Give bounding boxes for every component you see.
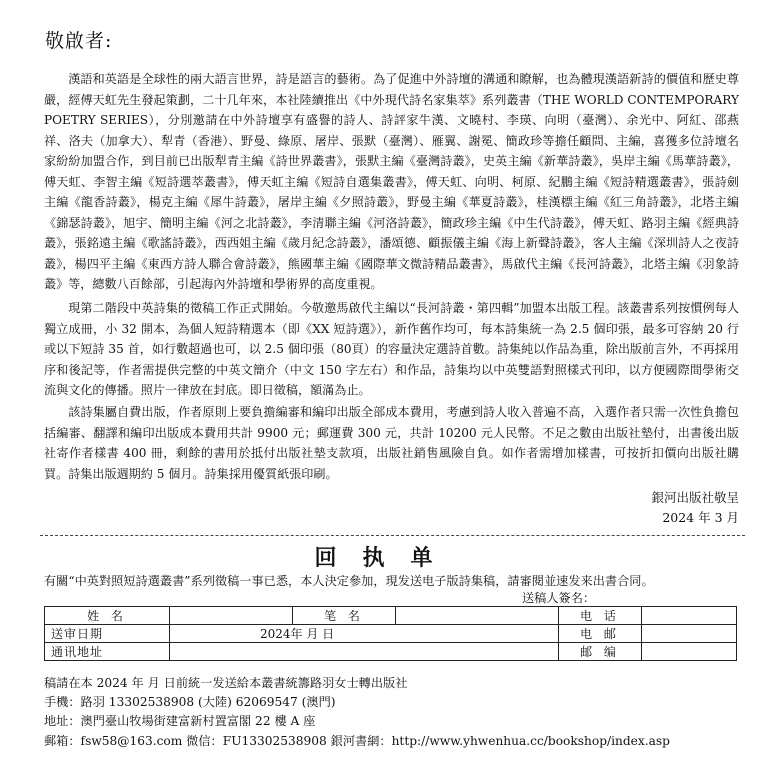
email-field[interactable] (642, 625, 737, 643)
receipt-title: 回执单 (314, 545, 459, 571)
signature-block (651, 488, 739, 528)
publisher-signature: 銀河出版社敬呈 (651, 490, 739, 505)
contact-footer (44, 674, 670, 751)
greeting: 敬啟者: (45, 30, 113, 52)
postcode-field[interactable] (642, 643, 737, 661)
postcode-label: 邮 编 (559, 643, 642, 661)
postal-address: 地址：澳門臺山牧場街建富新村置富閣 22 樓 A 座 (44, 714, 316, 729)
receipt-notice: 有關“中英對照短詩選叢書”系列徵稿一事已悉，本人決定參加，現发送电子版詩集稿，請審閱並速发来出書合同。 (44, 574, 654, 588)
paragraph-costs: 該詩集屬自費出版，作者原則上要負擔編審和編印出版全部成本費用，考慮到詩人收入普遍不高，入選作者只需一次性負擔包括編審、翻譯和編印出版成本費用共計 9900 元；郵運費 300 元，共計 10200 元人民幣。不足之數由出版社墊付，出書後出版社寄作者樣書 400 冊，剩餘的書用於抵付出版社墊支款項，出版社銷售風險自負。如作者需增加樣書，可按折扣價向出版社購買。詩集出版週期約 5 個月。詩集採用優質紙張印刷。 (44, 405, 739, 481)
form-row (45, 607, 737, 625)
date-field[interactable]: 2024年 月 日 (170, 625, 559, 643)
email-wechat-website: 郵箱：fsw58@163.com 微信：FU13302538908 銀河書網：http://www.yhwenhua.cc/bookshop/index.asp (44, 733, 670, 748)
penname-field[interactable] (396, 607, 559, 625)
name-label: 姓 名 (45, 607, 170, 625)
email-label: 电 邮 (559, 625, 642, 643)
phone-contact: 手機：路羽 13302538908 (大陸) 62069547 (澳門) (44, 695, 336, 710)
receipt-form (44, 606, 737, 661)
address-label: 通讯地址 (45, 643, 170, 661)
penname-label: 笔 名 (293, 607, 396, 625)
sender-signature-label: 送稿人簽名： (522, 591, 596, 605)
paragraph-history: 漢語和英語是全球性的兩大語言世界，詩是語言的藝術。為了促進中外詩壇的溝通和瞭解，也為體現漢語新詩的價值和歷史尊嚴，經傅天虹先生發起策劃，二十几年來，本社陸續推出《中外現代詩名家集萃》系列叢書（THE WORLD CONTEMPORARY POETRY SERIES），分別邀請在中外詩壇享有盛譽的詩人、詩評家牛漢、文曉村、李瑛、向明（臺灣）、余光中、阿紅、邵燕祥、洛夫（加拿大）、犁青（香港）、野曼、綠原、屠岸、張默（臺灣）、雁翼、謝冕、簡政珍等擔任顧問、主編，喜獲多位詩壇名家紛紛加盟合作，到目前已出版犁青主編《詩世界叢書》，張默主編《臺灣詩叢》，史英主編《新華詩叢》，吳岸主編《馬華詩叢》，傅天虹、李智主編《短詩選萃叢書》，傅天虹主編《短詩自選集叢書》，傅天虹、向明、柯原、紀鵬主編《短詩精選叢書》，張詩劍主編《龍香詩叢》，楊克主編《犀牛詩叢》，屠岸主編《夕照詩叢》，野曼主編《華夏詩叢》，桂漢標主編《紅三角詩叢》，北塔主編《錦瑟詩叢》，旭宇、簡明主編《河之北詩叢》，李清聯主編《河洛詩叢》，簡政珍主編《中生代詩叢》，傅天虹、路羽主編《經典詩叢》，張銘遠主編《歌謠詩叢》，西西姐主編《歲月紀念詩叢》，潘頌德、顧振儀主編《海上新聲詩叢》，客人主編《深圳詩人之夜詩叢》，楊四平主編《東西方詩人聯合會詩叢》，熊國華主編《國際華文微詩精品叢書》，馬啟代主編《長河詩叢》，北塔主編《羽象詩叢》等，總數八百餘部，引起海內外詩壇和學術界的高度重視。 (44, 72, 739, 291)
letter-date: 2024 年 3 月 (662, 510, 739, 525)
form-row (45, 643, 737, 661)
address-field[interactable] (170, 643, 559, 661)
phone-label: 电 话 (559, 607, 642, 625)
phone-field[interactable] (642, 607, 737, 625)
date-label: 送审日期 (45, 625, 170, 643)
submission-deadline: 稿請在本 2024 年 月 日前統一发送給本叢書統籌路羽女士轉出版社 (44, 676, 408, 690)
name-field[interactable] (170, 607, 293, 625)
paragraph-invitation: 現第二階段中英詩集的徵稿工作正式開始。今敬邀馬啟代主編以“長河詩叢・第四輯”加盟本出版工程。該叢書系列按慣例每人獨立成冊，小 32 開本，為個人短詩精選本（即《XX 短詩選》），新作舊作均可，每本詩集統一為 2.5 個印張，最多可容納 20 行或以下短詩 35 首，如行數超過也可，以 2.5 個印張（80頁）的容量決定選詩首數。詩集純以作品為重，除出版前言外，不再採用序和後記等，作者需提供完整的中英文簡介（中文 150 字左右）和作品，詩集均以中英雙語對照樣式刊印，以方便國際間學術交流與文化的傳播。照片一律放在封底。即日徵稿，額滿為止。 (44, 301, 739, 397)
form-row (45, 625, 737, 643)
cut-line-divider (40, 535, 745, 536)
